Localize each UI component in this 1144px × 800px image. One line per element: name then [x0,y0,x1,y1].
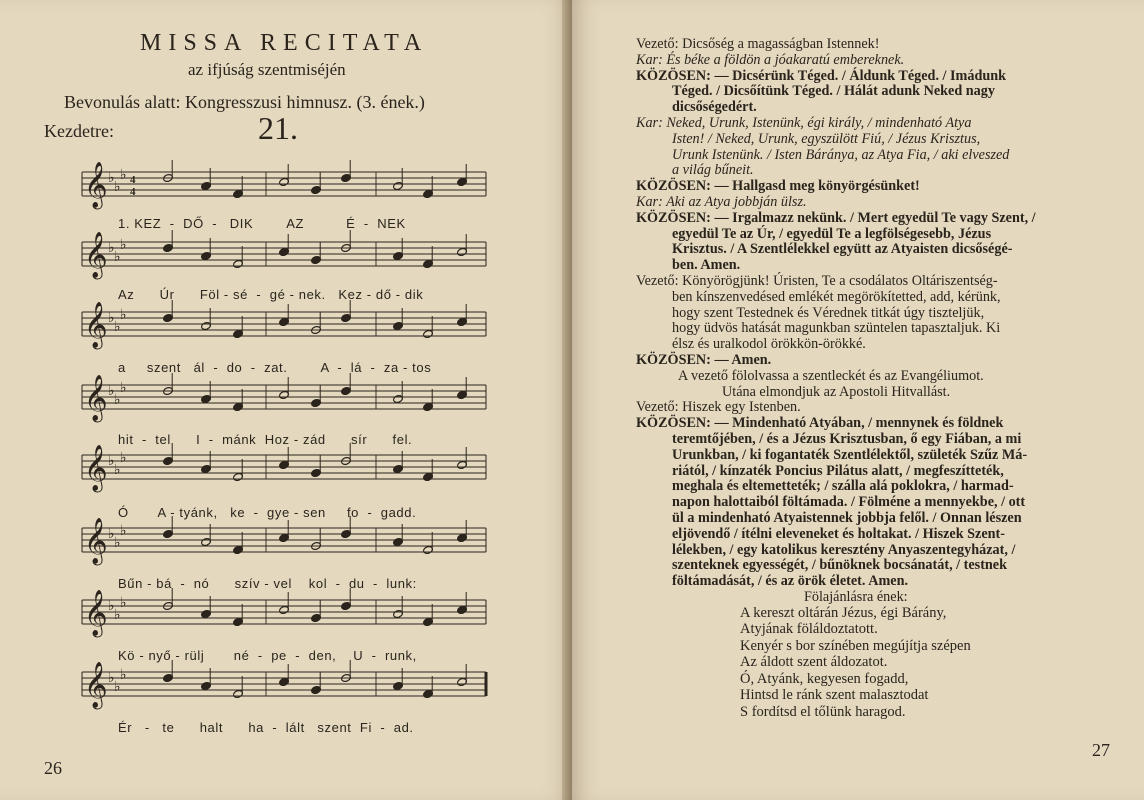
svg-text:𝄞: 𝄞 [84,445,108,491]
text-line: meghala és eltemetteték; / szálla alá poklokra, / harmad- [672,478,1014,495]
hymn-line: Atyjának föláldoztatott. [740,621,878,638]
page-number-right: 27 [1092,740,1110,760]
text-line: a világ bűneit. [672,162,754,179]
lyric-line: Ér - te halt ha - lált szent Fi - ad. [118,720,414,735]
svg-text:♭: ♭ [108,240,115,256]
text-line: ben kínszenvedésed emlékét megörökítetted, add, kérünk, [672,288,1001,305]
text-line: Isten! / Neked, Urunk, egyszülött Fiú, / Jézus Krisztus, [672,130,981,147]
text-line: napon halottaiból föltámada. / Fölméne a mennyekbe, / ott [672,494,1026,511]
staff-system [78,508,490,568]
svg-text:♭: ♭ [120,167,127,183]
text-line: Vezető: Hiszek egy Istenben. [636,399,801,416]
hymn-line: Ó, Atyánk, kegyesen fogadd, [740,670,909,687]
svg-text:♭: ♭ [108,453,115,469]
svg-text:♭: ♭ [114,319,121,335]
entrance-instruction: Bevonulás alatt: Kongresszusi himnusz. (3. ének.) [64,92,425,112]
text-line: KÖZÖSEN: — Mindenható Atyában, / mennynek és földnek [636,415,1004,432]
text-line: KÖZÖSEN: — Hallgasd meg könyörgésünket! [636,178,920,195]
text-line: Utána elmondjuk az Apostoli Hitvallást. [722,383,951,400]
text-line: KÖZÖSEN: — Irgalmazz nekünk. / Mert egyedül Te vagy Szent, / [636,209,1036,226]
svg-text:4: 4 [130,186,136,198]
svg-text:♭: ♭ [108,383,115,399]
text-line: egyedül Te az Úr, / egyedül Te a legfölségesebb, Jézus [672,225,992,242]
text-line: Urunk Istenünk. / Isten Báránya, az Atya Fia, / aki elveszed [672,146,1010,163]
svg-text:𝄞: 𝄞 [84,375,108,421]
text-line: Téged. / Dicsőítünk Téged. / Hálát adunk Neked nagy [672,83,995,100]
text-line: riától, / kínzaték Poncius Pilátus alatt, / megfeszítteték, [672,462,1004,479]
right-page [572,0,1144,800]
svg-text:♭: ♭ [114,679,121,695]
svg-text:♭: ♭ [108,526,115,542]
svg-text:♭: ♭ [114,392,121,408]
lyric-line: Ó A - tyánk, ke - gye - sen fo - gadd. [118,505,417,520]
staff-system [78,652,490,712]
text-line: szenteknek egyességét, / bűnöknek bocsánatát, / testnek [672,557,1007,574]
hymn-line: Az áldott szent áldozatot. [740,654,888,671]
lyric-line: Kö - nyő - rülj né - pe - den, U - runk, [118,648,417,663]
page-title: MISSA RECITATA [140,30,429,56]
svg-text:♭: ♭ [114,249,121,265]
text-line: Vezető: Könyörögjünk! Úristen, Te a csodálatos Oltáriszentség- [636,273,998,289]
svg-text:𝄞: 𝄞 [84,162,108,208]
text-line: Urunkban, / ki fogantaték Szentlélektől, születék Szűz Má- [672,446,1028,463]
text-line: eljövendő / ítélni eleveneket és holtakat. / Hiszek Szent- [672,525,1005,542]
svg-text:𝄞: 𝄞 [84,302,108,348]
text-line: A vezető fölolvassa a szentleckét és az Evangéliumot. [678,367,984,384]
hymn-line: S fordítsd el tőlünk haragod. [740,703,906,720]
svg-text:♭: ♭ [114,462,121,478]
text-line: Fölajánlásra ének: [804,589,908,605]
hymn-number: 21. [258,110,298,146]
svg-text:♭: ♭ [114,179,121,195]
text-line: Kar: Neked, Urunk, Istenünk, égi király, / mindenható Atya [636,115,972,131]
svg-text:♭: ♭ [108,670,115,686]
text-line: Krisztus. / A Szentlélekkel együtt az Atyaisten dicsőségé- [672,241,1013,258]
svg-text:♭: ♭ [114,607,121,623]
lyric-line: 1. KEZ - DŐ - DIK AZ É - NEK [118,216,406,231]
hymn-line: A kereszt oltárán Jézus, égi Bárány, [740,604,947,621]
text-line: föltámadását, / és az örök életet. Amen. [672,573,909,590]
text-line: Vezető: Dicsőség a magasságban Istennek! [636,36,880,52]
svg-text:♭: ♭ [120,667,127,683]
staff-system [78,365,490,425]
staff-system [78,580,490,640]
svg-text:♭: ♭ [114,535,121,551]
text-line: lélekben, / egy katolikus keresztény Anyaszentegyházat, / [672,541,1016,558]
svg-text:4: 4 [130,174,136,186]
svg-text:𝄞: 𝄞 [84,232,108,278]
staff-system [78,222,490,282]
svg-text:♭: ♭ [120,380,127,396]
text-line: KÖZÖSEN: — Dicsérünk Téged. / Áldunk Téged. / Imádunk [636,67,1007,84]
svg-text:𝄞: 𝄞 [84,590,108,636]
svg-text:♭: ♭ [120,595,127,611]
text-line: hogy üdvös hatását magunkban szüntelen tapasztaljuk. Ki [672,320,1001,337]
page-number-left: 26 [44,758,62,778]
text-line: ben. Amen. [672,257,741,274]
text-line: Kar: És béke a földön a jóakaratú embereknek. [636,51,905,68]
lyric-line: Az Úr Föl - sé - gé - nek. Kez - dő - dik [118,287,424,302]
text-line: élsz és uralkodol örökkön-örökké. [672,336,866,353]
text-line: Kar: Aki az Atya jobbján ülsz. [636,194,807,210]
svg-text:♭: ♭ [120,450,127,466]
text-line: teremtőjében, / és a Jézus Krisztusban, ő egy Fiában, a mi [672,431,1022,447]
lyric-line: Bűn - bá - nó szív - vel kol - du - lunk: [118,576,417,591]
svg-text:♭: ♭ [120,237,127,253]
text-line: hogy szent Testednek és Vérednek titkát úgy tiszteljük, [672,304,985,321]
page-subtitle: az ifjúság szentmiséjén [188,60,346,79]
svg-text:♭: ♭ [108,598,115,614]
lyric-line: a szent ál - do - zat. A - lá - za - tos [118,360,432,375]
text-line: ül a mindenható Atyaistennek jobbja felől. / Onnan lészen [672,510,1022,526]
staff-system [78,292,490,352]
hymn-line: Hintsd le ránk szent malasztodat [740,687,929,704]
start-label: Kezdetre: [44,121,114,141]
svg-text:𝄞: 𝄞 [84,518,108,564]
svg-text:♭: ♭ [108,310,115,326]
svg-text:♭: ♭ [120,307,127,323]
svg-text:♭: ♭ [120,523,127,539]
svg-text:𝄞: 𝄞 [84,662,108,708]
svg-text:♭: ♭ [108,170,115,186]
staff-system [78,152,490,212]
text-line: dicsőségedért. [672,99,757,116]
text-line: KÖZÖSEN: — Amen. [636,352,772,368]
hymn-line: Kenyér s bor színében megújítja szépen [740,637,971,654]
lyric-line: hit - tel I - mánk Hoz - zád sír fel. [118,432,413,447]
staff-system [78,435,490,495]
